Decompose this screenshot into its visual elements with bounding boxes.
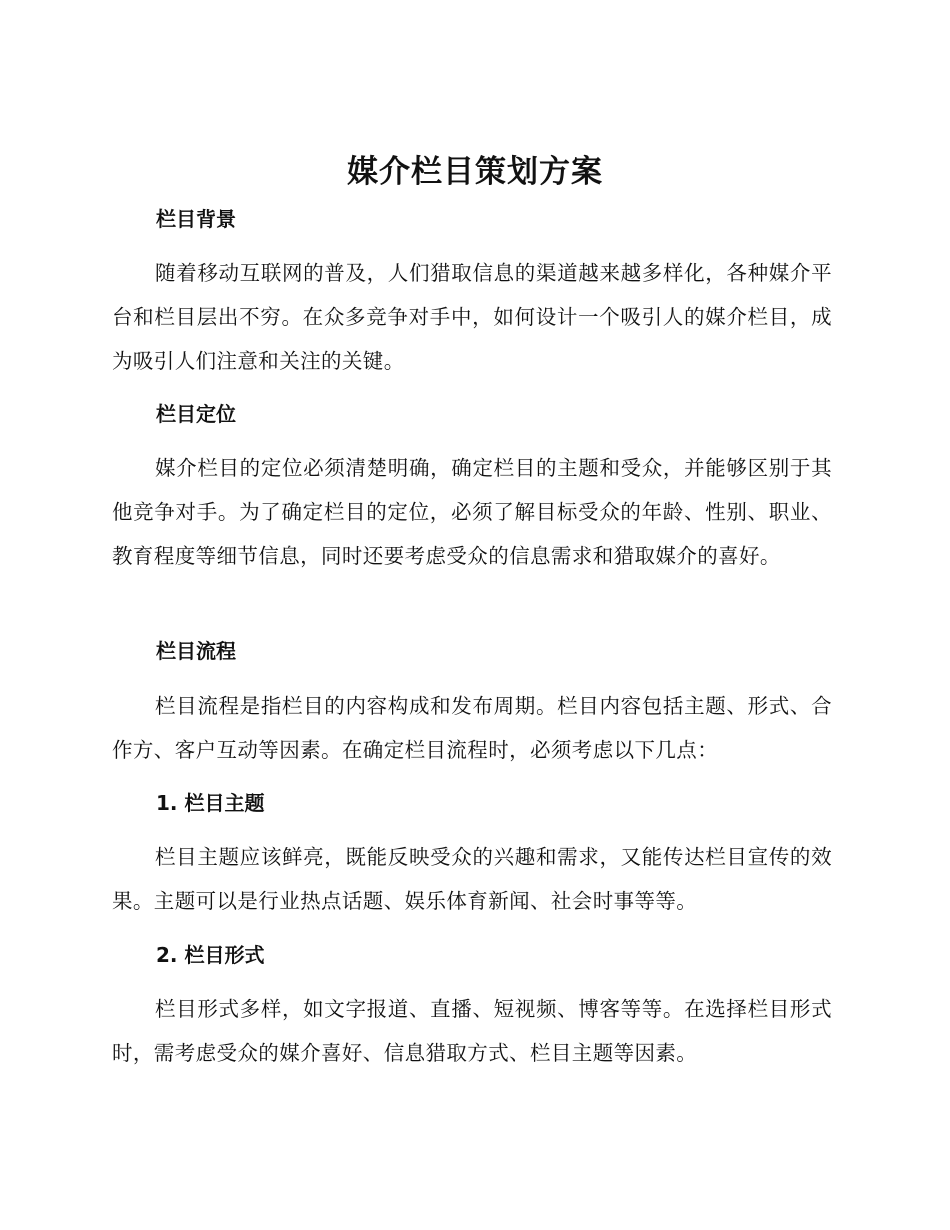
section-heading-format: 2. 栏目形式 [156,943,265,967]
section-paragraph-background: 随着移动互联网的普及，人们猎取信息的渠道越来越多样化，各种媒介平台和栏目层出不穷。在众多竞争对手中，如何设计一个吸引人的媒介栏目，成为吸引人们注意和关注的关键。 [112,261,832,373]
section-heading-process: 栏目流程 [156,639,236,663]
page-title: 媒介栏目策划方案 [347,154,603,190]
section-heading-background: 栏目背景 [156,207,236,231]
section-heading-positioning: 栏目定位 [156,402,236,426]
section-paragraph-positioning: 媒介栏目的定位必须清楚明确，确定栏目的主题和受众，并能够区别于其他竞争对手。为了确定栏目的定位，必须了解目标受众的年龄、性别、职业、教育程度等细节信息，同时还要考虑受众的信息需求和猎取媒介的喜好。 [112,456,832,568]
section-paragraph-process: 栏目流程是指栏目的内容构成和发布周期。栏目内容包括主题、形式、合作方、客户互动等因素。在确定栏目流程时，必须考虑以下几点： [112,694,832,762]
section-paragraph-topic: 栏目主题应该鲜亮，既能反映受众的兴趣和需求，又能传达栏目宣传的效果。主题可以是行业热点话题、娱乐体育新闻、社会时事等等。 [112,845,832,913]
section-paragraph-format: 栏目形式多样，如文字报道、直播、短视频、博客等等。在选择栏目形式时，需考虑受众的媒介喜好、信息猎取方式、栏目主题等因素。 [112,997,832,1065]
section-heading-topic: 1. 栏目主题 [156,791,265,815]
